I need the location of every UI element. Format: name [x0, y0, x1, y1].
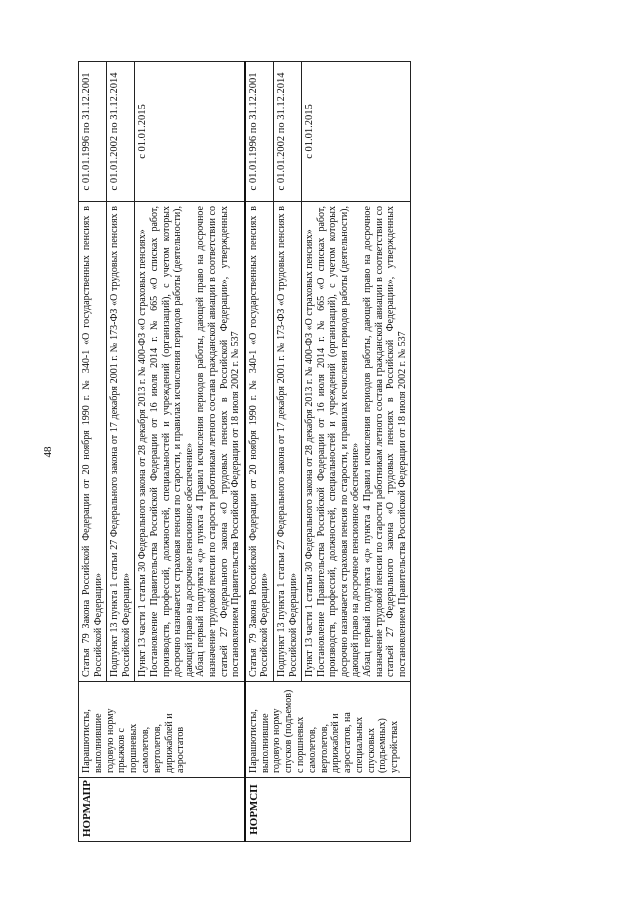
legal-basis-text: Статья 79 Закона Российской Федерации от 20 ноября 1990 г. № 340-1 «О государственных пенсиях в Российской Федерации»	[247, 206, 271, 677]
legal-basis-paragraph: Абзац первый подпункта «д» пункта 4 Правил исчисления периодов работы, дающей право на досрочное назначение трудовой пенсии по старости работникам летного состава гражданской авиации в соответствии со статьей 27 Федерального закона «О трудовых пенсиях в Российской Федерации», утвержденных постановлением Правительства Российской Федерации от 18 июля 2002 г. № 537	[362, 206, 408, 677]
rotated-table-container	[78, 62, 613, 842]
legal-basis-cell	[302, 202, 411, 682]
legal-basis-text	[304, 206, 408, 677]
job-description-cell: Парашютисты, выполнившие годовую норму спусков (подъемов) с поршневых самолетов, вертолетов, дирижаблей и аэростатов, на специальных спусковых (подъемных) устройствах	[245, 682, 411, 778]
legal-basis-text: Статья 79 Закона Российской Федерации от 20 ноября 1990 г. № 340-1 «О государственных пенсиях в Российской Федерации»	[81, 206, 104, 677]
legal-basis-paragraph: Постановление Правительства Российской Федерации от 16 июля 2014 г. № 665 «О списках работ, производств, профессий, должностей, специальностей и учреждений (организаций), с учетом которых досрочно назначается страховая пенсия по старости, и правилах исчисления периодов работы (деятельности), дающей право на досрочное пенсионное обеспечение»	[148, 206, 195, 677]
legal-basis-paragraph: Постановление Правительства Российской Федерации от 16 июля 2014 г. № 665 «О списках работ, производств, профессий, должностей, специальностей и учреждений (организаций), с учетом которых досрочно назначается страховая пенсия по старости, и правилах исчисления периодов работы (деятельности), дающей право на досрочное пенсионное обеспечение»	[315, 206, 362, 677]
period-cell: с 01.01.2002 по 31.12.2014	[273, 62, 301, 202]
legal-basis-text: Подпункт 13 пункта 1 статьи 27 Федерального закона от 17 декабря 2001 г. № 173-ФЗ «О трудовых пенсиях в Российской Федерации»	[109, 206, 132, 677]
code-cell: НОРМАПР	[79, 778, 245, 842]
legal-basis-paragraph: Абзац первый подпункта «д» пункта 4 Правил исчисления периодов работы, дающей право на досрочное назначение трудовой пенсии по старости работникам летного состава гражданской авиации в соответствии со статьей 27 Федерального закона «О трудовых пенсиях в Российской Федерации», утвержденных постановлением Правительства Российской Федерации от 18 июля 2002 г. № 537	[195, 206, 242, 677]
table-row	[245, 62, 274, 842]
table-row	[79, 62, 107, 842]
job-description-cell: Парашютисты, выполнившие годовую норму прыжков с поршневых самолетов, вертолетов, дирижаблей и аэростатов	[79, 682, 245, 778]
legal-basis-cell	[107, 202, 135, 682]
legal-basis-cell	[245, 202, 274, 682]
code-cell: НОРМСП	[245, 778, 411, 842]
legal-basis-paragraph: Пункт 13 части 1 статьи 30 Федерального закона от 28 декабря 2013 г. № 400-ФЗ «О страховых пенсиях»	[304, 229, 316, 677]
legal-basis-cell	[273, 202, 301, 682]
legal-basis-cell	[79, 202, 107, 682]
legal-basis-text: Подпункт 13 пункта 1 статьи 27 Федерального закона от 17 декабря 2001 г. № 173-ФЗ «О трудовых пенсиях в Российской Федерации»	[275, 206, 299, 677]
period-cell: с 01.01.2015	[302, 62, 411, 202]
legal-basis-paragraph: Пункт 13 части 1 статьи 30 Федерального закона от 28 декабря 2013 г. № 400-ФЗ «О страховых пенсиях»	[137, 229, 149, 677]
legal-basis-text	[137, 206, 241, 677]
period-cell: с 01.01.1996 по 31.12.2001	[245, 62, 274, 202]
page-number: 48	[42, 446, 54, 458]
period-cell: с 01.01.2015	[135, 62, 245, 202]
period-cell: с 01.01.1996 по 31.12.2001	[79, 62, 107, 202]
period-cell: с 01.01.2002 по 31.12.2014	[107, 62, 135, 202]
pension-codes-table	[78, 61, 411, 842]
legal-basis-cell	[135, 202, 245, 682]
